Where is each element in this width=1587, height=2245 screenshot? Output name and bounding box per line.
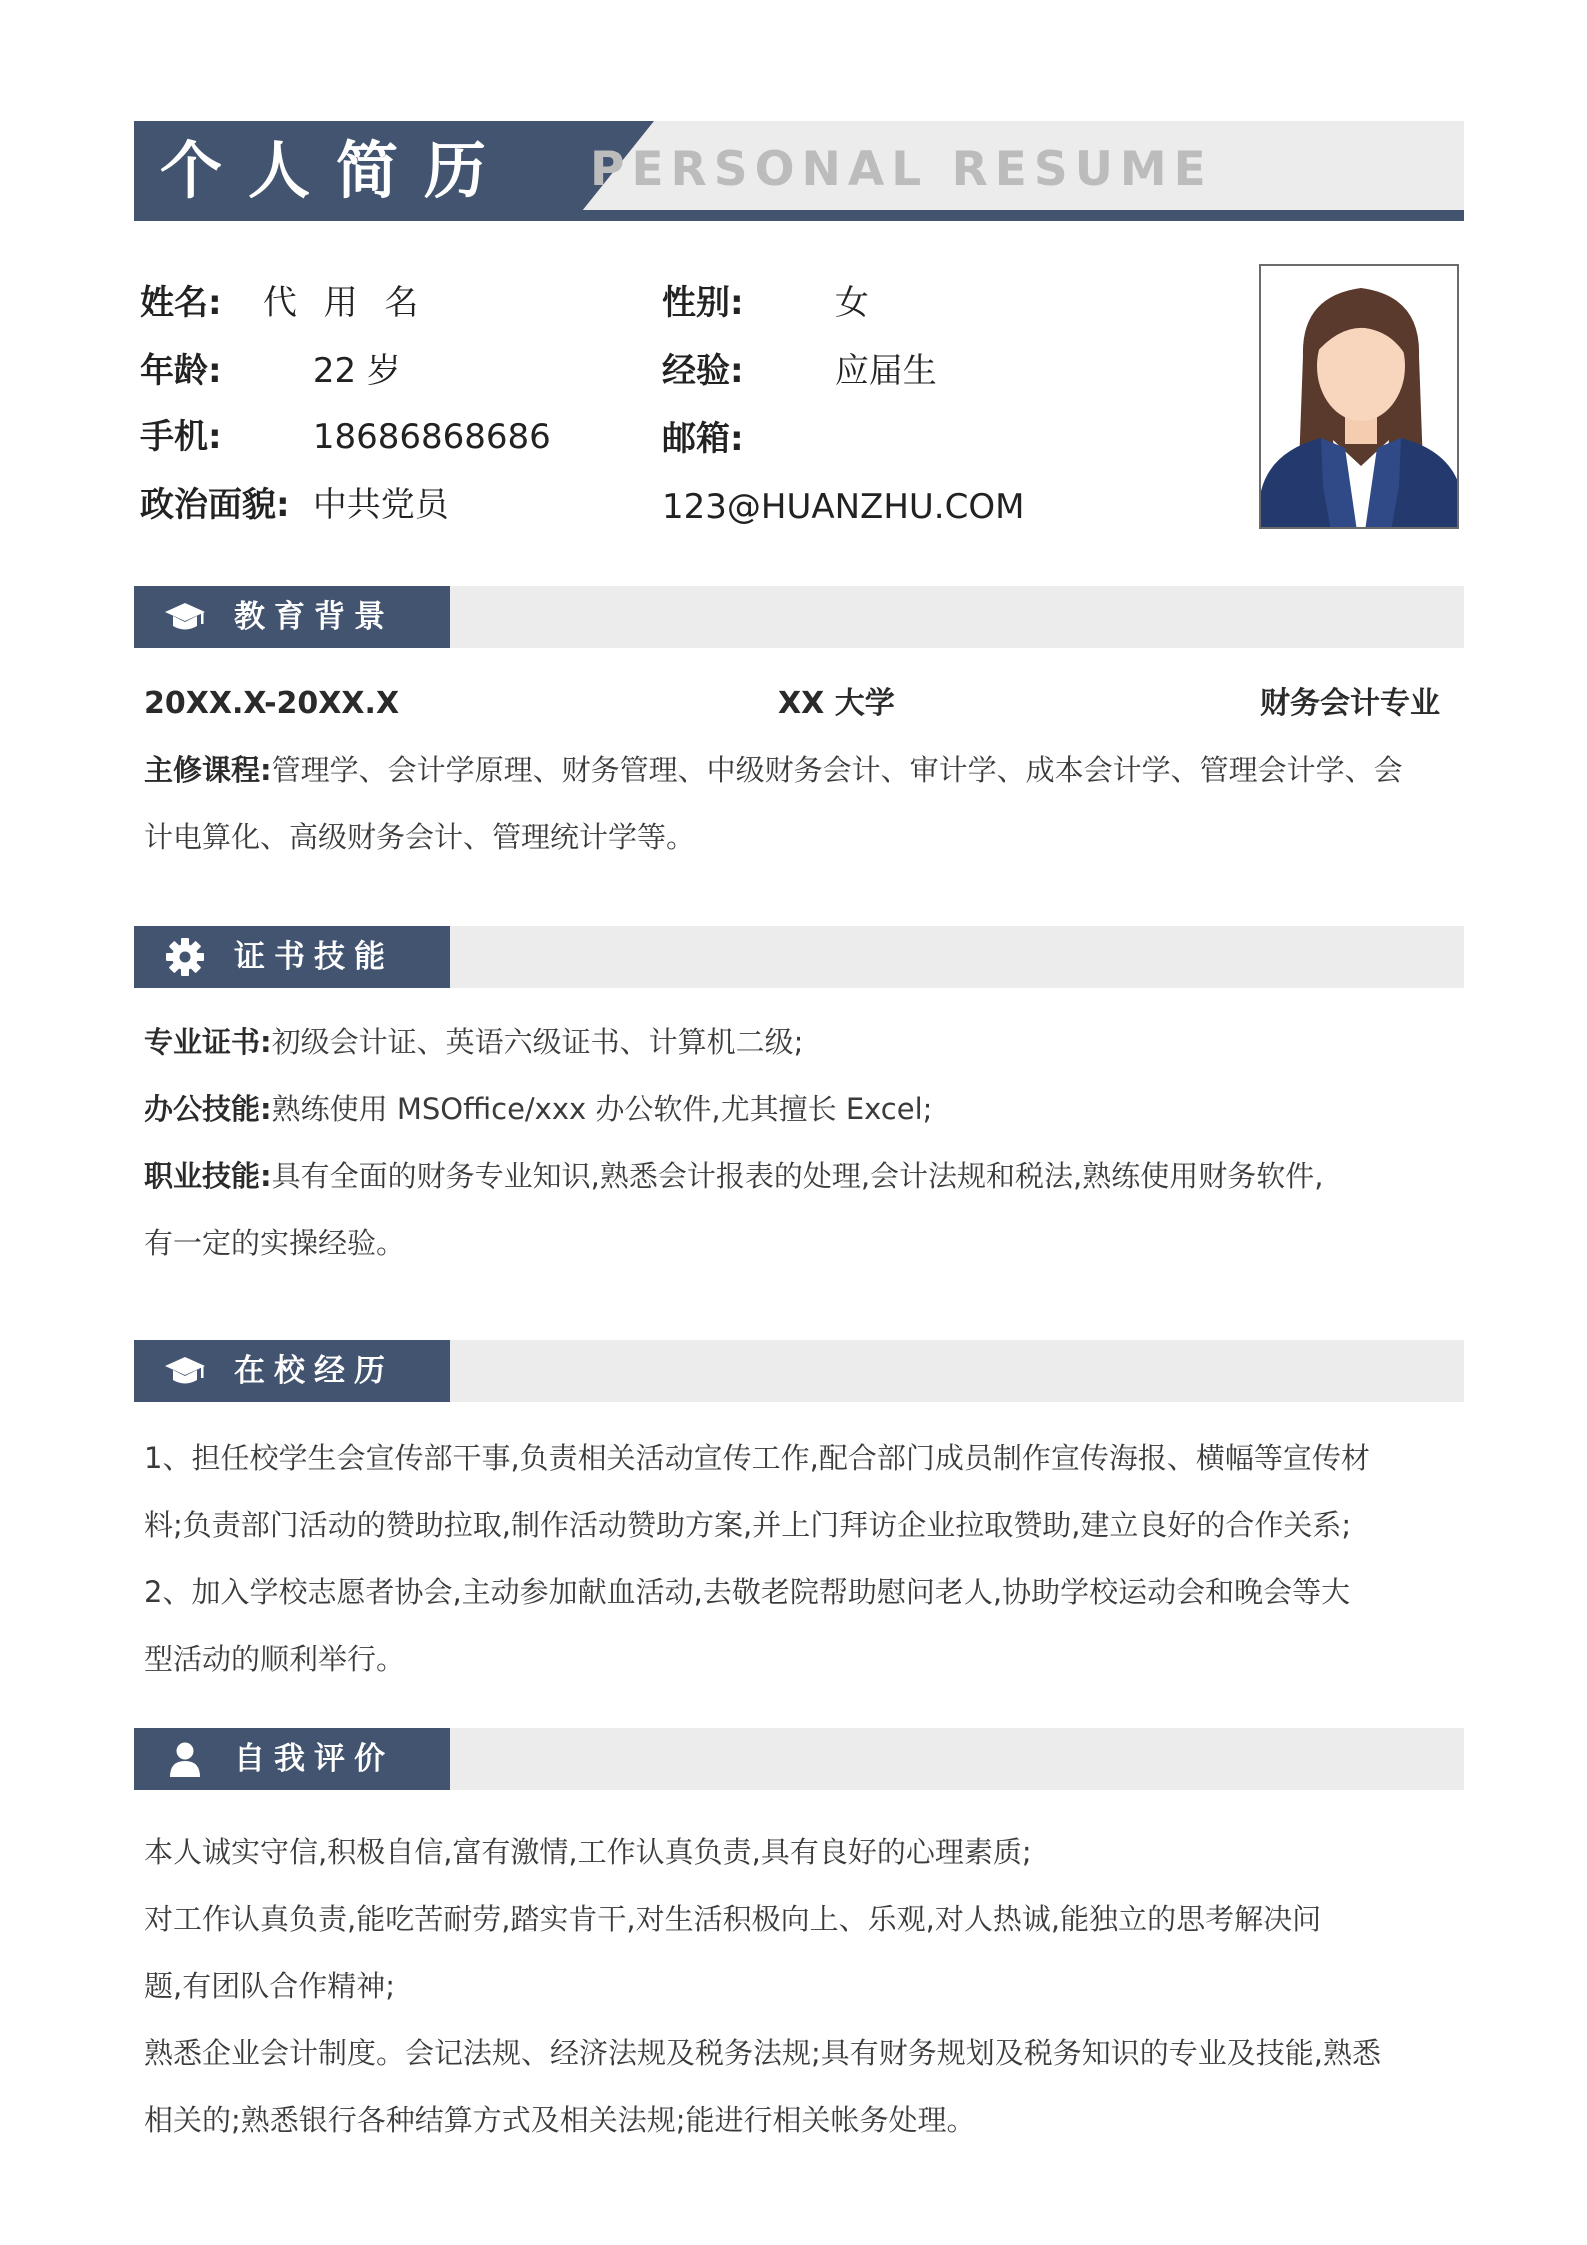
- page-subtitle: PERSONAL RESUME: [590, 142, 1213, 197]
- section-tag-self-eval: [134, 1728, 450, 1790]
- skills-job-line: [144, 1154, 1444, 1198]
- name-label: 姓名:: [140, 283, 222, 323]
- self-eval-line: 本人诚实守信,积极自信,富有激情,工作认真负责,具有良好的心理素质;: [144, 1835, 1032, 1869]
- self-eval-line: 对工作认真负责,能吃苦耐劳,踏实肯干,对生活积极向上、乐观,对人热诚,能独立的思考解决问: [144, 1902, 1322, 1936]
- campus-line: 1、担任校学生会宣传部干事,负责相关活动宣传工作,配合部门成员制作宣传海报、横幅等宣传材: [144, 1441, 1370, 1475]
- graduation-cap-icon: [164, 1351, 206, 1391]
- page-title: 个人简历: [160, 134, 513, 207]
- section-tag-skills: [134, 926, 450, 988]
- politics-label: 政治面貌:: [140, 485, 290, 525]
- info-email: [662, 414, 1122, 464]
- profile-photo: [1259, 264, 1459, 529]
- user-icon: [164, 1739, 206, 1779]
- info-name: [140, 278, 426, 328]
- campus-line: 2、加入学校志愿者协会,主动参加献血活动,去敬老院帮助慰问老人,协助学校运动会和晚会等大: [144, 1575, 1351, 1609]
- education-courses-line: [144, 748, 1444, 792]
- gender-value: 女: [834, 283, 869, 323]
- campus-line: 料;负责部门活动的赞助拉取,制作活动赞助方案,并上门拜访企业拉取赞助,建立良好的合作关系;: [144, 1508, 1352, 1542]
- name-value: 代 用 名: [262, 283, 427, 323]
- cert-label: 专业证书:: [144, 1025, 272, 1059]
- experience-value: 应届生: [834, 351, 937, 391]
- job-value: 有一定的实操经验。: [144, 1226, 406, 1260]
- section-bar-self-eval: [134, 1728, 1464, 1790]
- phone-label: 手机:: [140, 417, 222, 457]
- info-email-value: [662, 482, 1024, 532]
- section-bar-education: [134, 586, 1464, 648]
- skills-cert-line: [144, 1020, 1444, 1064]
- self-eval-line: 相关的;熟悉银行各种结算方式及相关法规;能进行相关帐务处理。: [144, 2103, 976, 2137]
- self-eval-line: 熟悉企业会计制度。会记法规、经济法规及税务法规;具有财务规划及税务知识的专业及技能,熟悉: [144, 2036, 1381, 2070]
- office-label: 办公技能:: [144, 1092, 272, 1126]
- education-period: 20XX.X-20XX.X: [144, 686, 400, 721]
- section-tag-education: [134, 586, 450, 648]
- gender-label: 性别:: [662, 283, 744, 323]
- info-experience: [662, 346, 937, 396]
- email-label: 邮箱:: [662, 419, 744, 459]
- education-courses-line: [144, 815, 1444, 859]
- gear-icon: [164, 937, 206, 977]
- experience-label: 经验:: [662, 351, 744, 391]
- section-title-education: 教育背景: [234, 599, 394, 635]
- info-phone: [140, 412, 551, 462]
- courses-text: 计电算化、高级财务会计、管理统计学等。: [144, 820, 696, 854]
- section-tag-campus: [134, 1340, 450, 1402]
- campus-line: 型活动的顺利举行。: [144, 1642, 406, 1676]
- courses-label: 主修课程:: [144, 753, 272, 787]
- skills-office-line: [144, 1087, 1444, 1131]
- courses-text: 管理学、会计学原理、财务管理、中级财务会计、审计学、成本会计学、管理会计学、会: [271, 753, 1403, 787]
- info-politics: [140, 480, 449, 530]
- section-title-skills: 证书技能: [234, 939, 394, 975]
- age-value: 22 岁: [312, 351, 401, 391]
- avatar-illustration: [1261, 266, 1459, 529]
- info-gender: [662, 278, 869, 328]
- phone-value: 18686868686: [312, 417, 551, 457]
- self-eval-line: 题,有团队合作精神;: [144, 1969, 395, 2003]
- section-bar-skills: [134, 926, 1464, 988]
- politics-value: 中共党员: [312, 485, 449, 525]
- cert-value: 初级会计证、英语六级证书、计算机二级;: [271, 1025, 804, 1059]
- graduation-cap-icon: [164, 597, 206, 637]
- education-summary-row: [144, 682, 1440, 726]
- office-value: 熟练使用 MSOffice/xxx 办公软件,尤其擅长 Excel;: [271, 1092, 933, 1126]
- section-title-campus: 在校经历: [234, 1353, 394, 1389]
- section-title-self-eval: 自我评价: [234, 1741, 394, 1777]
- email-value: 123@HUANZHU.COM: [662, 487, 1025, 527]
- job-label: 职业技能:: [144, 1159, 272, 1193]
- job-value: 具有全面的财务专业知识,熟悉会计报表的处理,会计法规和税法,熟练使用财务软件,: [271, 1159, 1324, 1193]
- education-school: XX 大学: [778, 686, 895, 721]
- section-bar-campus: [134, 1340, 1464, 1402]
- skills-job-line: [144, 1221, 1444, 1265]
- info-age: [140, 346, 401, 396]
- age-label: 年龄:: [140, 351, 222, 391]
- resume-header: [134, 121, 1464, 221]
- education-major: 财务会计专业: [1260, 686, 1440, 721]
